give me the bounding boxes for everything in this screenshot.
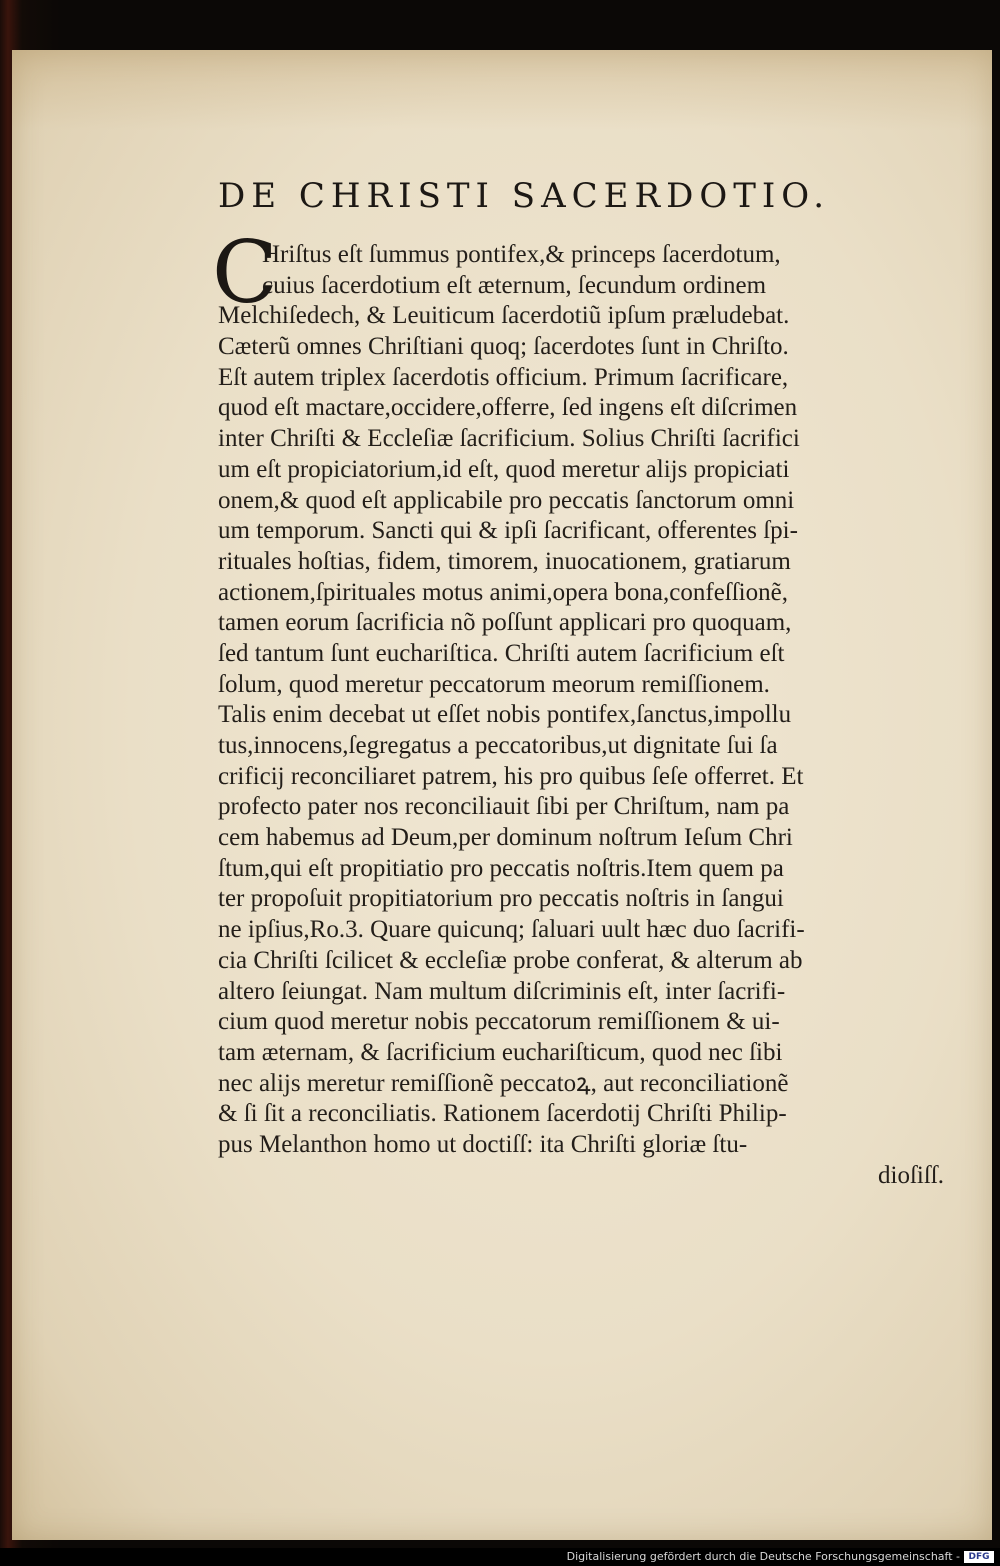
text-line: ſolum, quod meretur peccatorum meorum remiſſionem. bbox=[218, 670, 770, 698]
text-line: cia Chriſti ſcilicet & eccleſiæ probe conferat, & alterum ab bbox=[218, 946, 803, 974]
text-line: Hriſtus eſt ſummus pontifex,& princeps ſacerdotum, bbox=[262, 241, 781, 268]
drop-cap: C bbox=[212, 223, 278, 323]
text-line: ne ipſius,Ro.3. Quare quicunq; ſaluari uult hæc duo ſacrifi- bbox=[218, 916, 805, 944]
text-line: cem habemus ad Deum,per dominum noſtrum Ieſum Chri bbox=[218, 824, 793, 852]
funding-credit: Digitalisierung gefördert durch die Deutsche Forschungsgemeinschaft - bbox=[566, 1550, 960, 1563]
text-line: cium quod meretur nobis peccatorum remiſſionem & ui- bbox=[218, 1008, 780, 1036]
text-line: crificij reconciliaret patrem, his pro quibus ſeſe offerret. Et bbox=[218, 762, 804, 790]
text-line: actionem,ſpirituales motus animi,opera bona,confeſſionẽ, bbox=[218, 578, 788, 606]
dfg-logo-icon: DFG bbox=[964, 1551, 994, 1563]
text-line: onem,& quod eſt applicabile pro peccatis ſanctorum omni bbox=[218, 486, 795, 514]
text-line: cuius ſacerdotium eſt æternum, ſecundum ordinem bbox=[262, 271, 767, 299]
text-line: Melchiſedech, & Leuiticum ſacerdotiũ ipſum præludebat. bbox=[218, 302, 790, 330]
text-line: pus Melanthon homo ut doctiſſ: ita Chriſti gloriæ ſtu- bbox=[218, 1130, 748, 1158]
text-line: Eſt autem triplex ſacerdotis officium. Primum ſacrificare, bbox=[218, 363, 789, 391]
body-text bbox=[212, 223, 958, 1191]
text-line: Cæterũ omnes Chriſtiani quoq; ſacerdotes ſunt in Chriſto. bbox=[218, 333, 789, 361]
text-line: quod eſt mactare,occidere,offerre, ſed ingens eſt diſcrimen bbox=[218, 394, 798, 422]
text-line: ſtum,qui eſt propitiatio pro peccatis noſtris.Item quem pa bbox=[218, 854, 784, 882]
text-line: tam æternam, & ſacrificium euchariſticum, quod nec ſibi bbox=[218, 1038, 783, 1066]
text-line: inter Chriſti & Eccleſiæ ſacrificium. Solius Chriſti ſacrifici bbox=[218, 425, 800, 453]
text-line: nec alijs meretur remiſſionẽ peccatoꝝ, aut reconciliationẽ bbox=[218, 1069, 789, 1097]
text-line: ſed tantum ſunt euchariſtica. Chriſti autem ſacrificium eſt bbox=[218, 639, 785, 667]
page-heading: DE CHRISTI SACERDOTIO. bbox=[218, 176, 831, 216]
text-line: tamen eorum ſacrificia nõ poſſunt applicari pro quoquam, bbox=[218, 609, 792, 637]
text-line: profecto pater nos reconciliauit ſibi per Chriſtum, nam pa bbox=[218, 793, 790, 821]
text-line: ter propoſuit propitiatorium pro peccatis noſtris in ſangui bbox=[218, 885, 784, 913]
text-line: & ſi ſit a reconciliatis. Rationem ſacerdotij Chriſti Philip- bbox=[218, 1100, 787, 1128]
text-line: tus,innocens,ſegregatus a peccatoribus,ut dignitate ſui ſa bbox=[218, 732, 778, 759]
text-line: um temporum. Sancti qui & ipſi ſacrificant, offerentes ſpi- bbox=[218, 517, 798, 545]
footer-bar bbox=[0, 1548, 1000, 1566]
text-line: altero ſeiungat. Nam multum diſcriminis eſt, inter ſacrifi- bbox=[218, 977, 786, 1005]
page-stain bbox=[12, 50, 992, 130]
text-line: Talis enim decebat ut eſſet nobis pontifex,ſanctus,impollu bbox=[218, 701, 792, 729]
text-line: um eſt propiciatorium,id eſt, quod meretur alijs propiciati bbox=[218, 455, 790, 483]
catchword: dioſiſſ. bbox=[878, 1161, 944, 1189]
text-line: rituales hoſtias, fidem, timorem, inuocationem, gratiarum bbox=[218, 547, 791, 575]
